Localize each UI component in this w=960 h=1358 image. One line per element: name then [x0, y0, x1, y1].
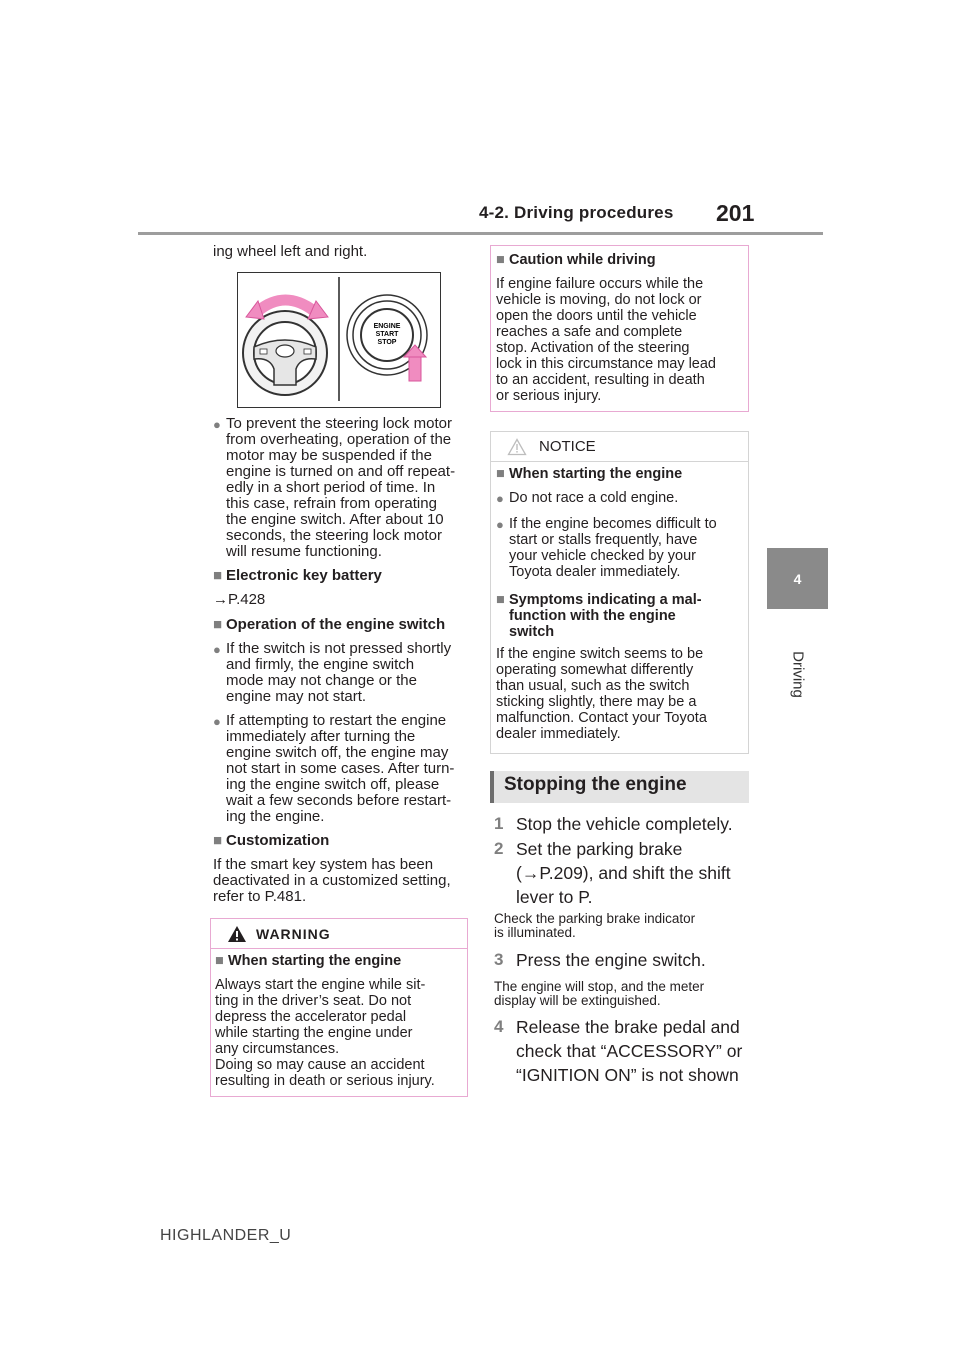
bullet-icon: ●: [213, 417, 221, 432]
line: seconds, the steering lock motor: [226, 527, 442, 544]
header-rule: [138, 232, 823, 235]
chapter-label: Driving: [789, 651, 807, 698]
square-bullet-icon: ■: [496, 252, 505, 268]
notice-heading-starting: ■ When starting the engine: [496, 466, 683, 482]
page-number: 201: [716, 200, 755, 226]
line: motor may be suspended if the: [226, 447, 432, 464]
line: edly in a short period of time. In: [226, 479, 436, 496]
left-column-body: [213, 416, 469, 905]
line: will resume functioning.: [226, 543, 382, 560]
square-bullet-icon: ■: [213, 616, 223, 633]
warning-title: WARNING: [256, 926, 331, 942]
section-title: 4-2. Driving procedures: [479, 203, 674, 222]
step-number: 2: [494, 839, 504, 858]
stall-bullet: ● If the engine becomes difficult to start or stalls frequently, have your vehicle checked by your Toyota dealer immediately.: [496, 516, 717, 580]
square-bullet-icon: ■: [496, 592, 505, 608]
section-heading-bar: [490, 771, 749, 803]
bullet-icon: ●: [496, 517, 504, 532]
step-2: 2 Set the parking brake (→P.209), and shift the shift lever to P.: [494, 839, 731, 907]
step-3-note: The engine will stop, and the meter display will be extinguished.: [494, 979, 705, 1008]
notice-header: [491, 432, 748, 462]
step-number: 3: [494, 950, 504, 969]
step-number: 1: [494, 814, 504, 833]
button-label-3: STOP: [377, 339, 397, 346]
steering-lock-bullet: [213, 416, 469, 560]
cold-engine-bullet: ● Do not race a cold engine.: [496, 490, 679, 506]
steering-figure: [237, 272, 441, 408]
chapter-number: 4: [793, 570, 802, 587]
notice-body: ■ When starting the engine ● Do not race a cold engine. ● If the engine becomes difficult to start or stalls frequently, have your vehicle checked by your Toyota dealer immediately. ■ Symptoms indicating a mal- function with the engine switch If the engine switch seems to be operating somewhat differently than usual, such as the switch sticking slightly, there may be a malfunction. Contact your Toyota dealer immediately.: [496, 466, 746, 742]
line: this case, refrain from operating: [226, 495, 437, 512]
press-bullet: ● If the switch is not pressed shortly and firmly, the engine switch mode may not change or the engine may not start.: [213, 640, 452, 705]
caution-body: ■ Caution while driving If engine failure occurs while the vehicle is moving, do not lock or open the doors until the vehicle reaches a safe and complete stop. Activation of the steering lock in this circumstance may lead to an accident, resulting in death or serious injury.: [496, 252, 746, 404]
square-bullet-icon: ■: [213, 567, 223, 584]
chapter-tab: [767, 548, 828, 609]
warning-header: [211, 919, 467, 949]
operation-heading: ■ Operation of the engine switch: [213, 616, 446, 633]
step-number: 4: [494, 1017, 504, 1036]
customization-text: If the smart key system has been deactivated in a customized setting, refer to P.481.: [213, 856, 451, 905]
line: from overheating, operation of the: [226, 431, 452, 448]
bullet-icon: ●: [213, 642, 221, 657]
steering-wheel-icon: [243, 311, 327, 395]
battery-heading: ■ Electronic key battery: [213, 567, 382, 584]
steering-wheel-and-button-illustration: [238, 273, 440, 407]
step-3: 3 Press the engine switch.: [494, 950, 706, 970]
notice-heading-symptoms: ■ Symptoms indicating a mal- function with the engine switch: [496, 592, 702, 640]
warning-heading: ■ When starting the engine: [215, 953, 402, 969]
button-label-1: ENGINE: [373, 323, 401, 330]
line: To prevent the steering lock motor: [226, 415, 452, 432]
warning-body: ■ When starting the engine Always start the engine while sit- ting in the driver’s seat. Do not depress the accelerator pedal while starting the engine under any circumstances. Doing so may cause an accident resulting in death or serious injury.: [215, 953, 465, 1089]
customization-heading: ■ Customization: [213, 832, 330, 849]
step-2-note: Check the parking brake indicator is illuminated.: [494, 911, 696, 940]
chapter-label-container: [778, 640, 818, 710]
battery-ref[interactable]: →P.428: [213, 591, 266, 608]
footer-model: HIGHLANDER_U: [160, 1227, 292, 1244]
bullet-icon: ●: [213, 714, 221, 729]
step-1: 1 Stop the vehicle completely.: [494, 814, 733, 834]
square-bullet-icon: ■: [215, 953, 224, 969]
line: engine is turned on and off repeat-: [226, 463, 456, 480]
continued-text: ing wheel left and right.: [213, 243, 368, 260]
square-bullet-icon: ■: [496, 466, 505, 482]
notice-triangle-icon: [507, 438, 527, 456]
section-heading: Stopping the engine: [504, 774, 687, 795]
notice-title: NOTICE: [539, 438, 596, 455]
square-bullet-icon: ■: [213, 832, 223, 849]
line: the engine switch. After about 10: [226, 511, 444, 528]
restart-bullet: ● If attempting to restart the engine immediately after turning the engine switch off, the engine may not start in some cases. After turn- ing the engine switch off, please wait a few seconds before restart- ing the engine.: [213, 712, 455, 825]
step-4: 4 Release the brake pedal and check that “ACCESSORY” or “IGNITION ON” is not shown: [494, 1017, 743, 1085]
bullet-icon: ●: [496, 491, 504, 506]
warning-triangle-icon: [227, 925, 247, 943]
button-label-2: START: [375, 331, 399, 338]
caution-heading: ■ Caution while driving: [496, 252, 656, 268]
